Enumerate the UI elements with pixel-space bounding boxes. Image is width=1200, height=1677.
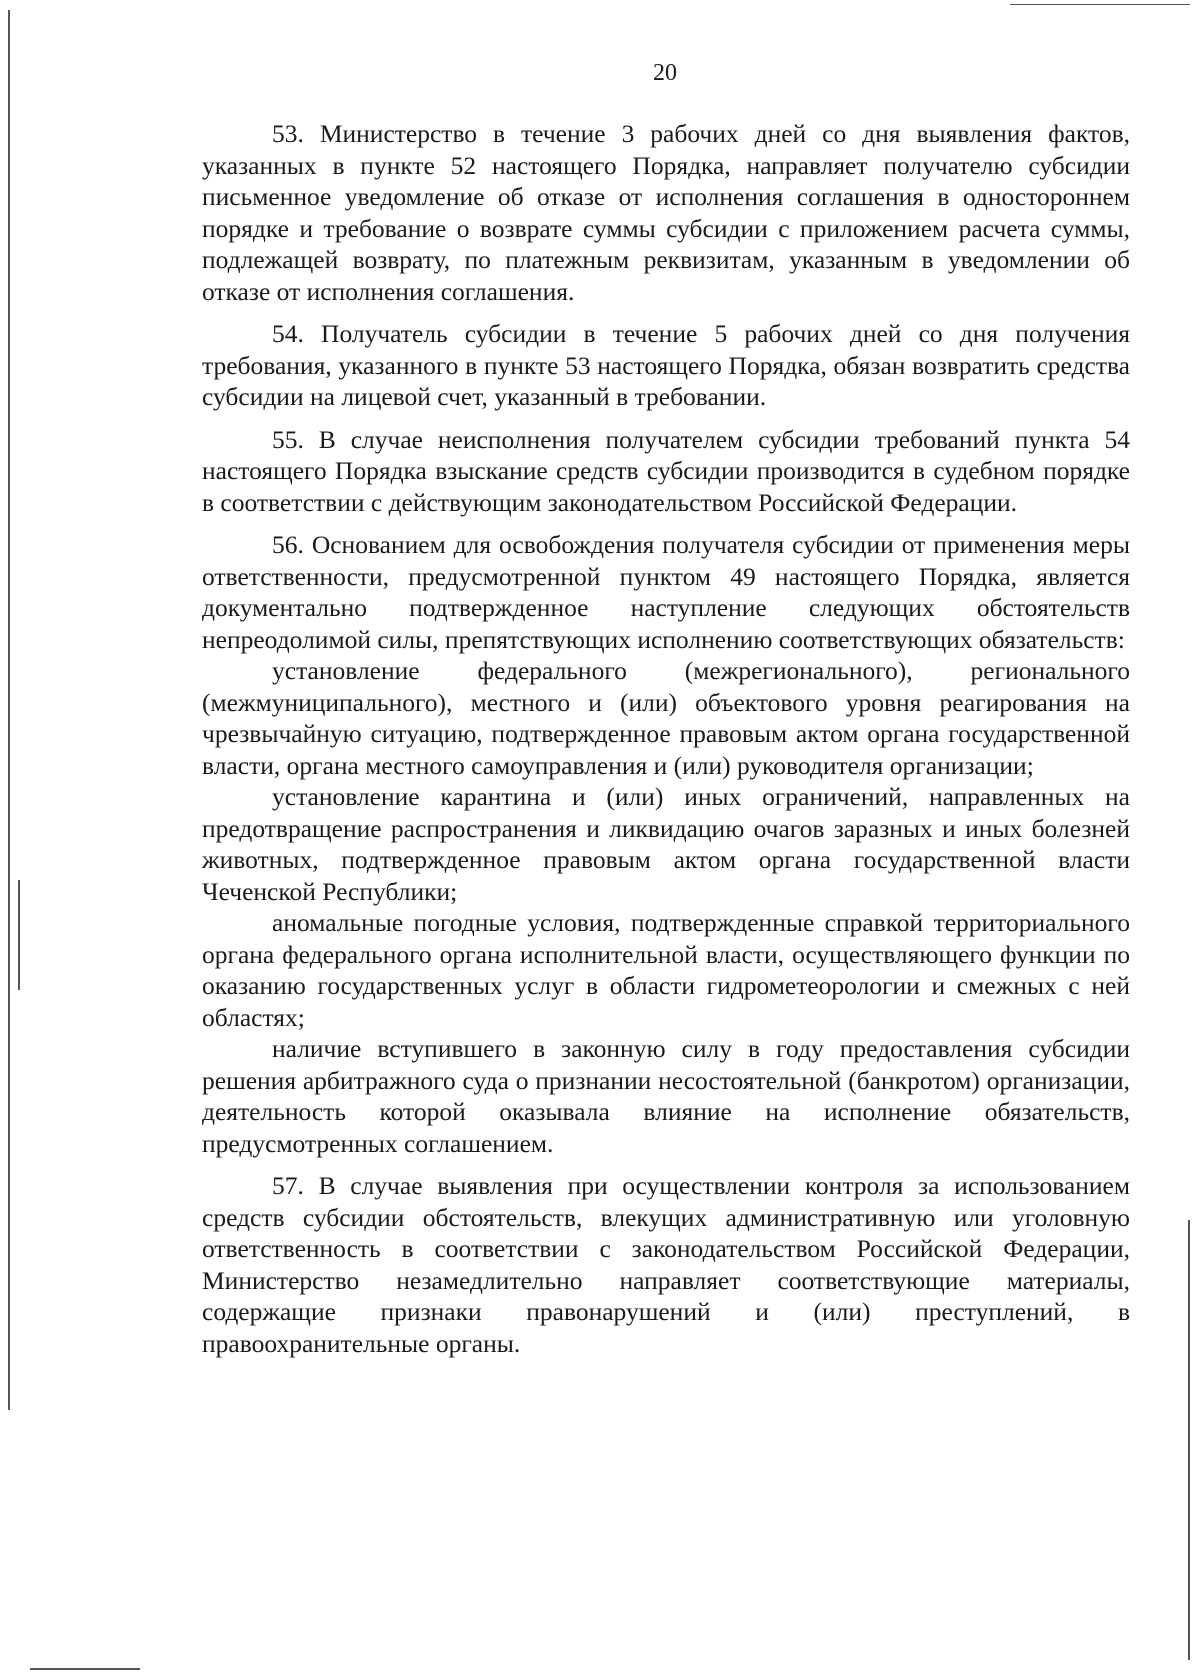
document-body bbox=[202, 118, 1130, 1370]
paragraph-56-item-1: установление федерального (межрегионального), регионального (межмуниципального), местного и (или) объектового уровня реагирования на чрезвычайную ситуацию, подтвержденное правовым актом органа государственной власти, органа местного самоуправления и (или) руководителя организации; bbox=[202, 656, 1130, 780]
page-number: 20 bbox=[653, 60, 677, 86]
paragraph-53: 53. Министерство в течение 3 рабочих дней со дня выявления фактов, указанных в пункте 52 настоящего Порядка, направляет получателю субсидии письменное уведомление об отказе от исполнения соглашения в одностороннем порядке и требование о возврате суммы субсидии с приложением расчета суммы, подлежащей возврату, по платежным реквизитам, указанным в уведомлении об отказе от исполнения соглашения. bbox=[202, 119, 1130, 306]
paragraph-54: 54. Получатель субсидии в течение 5 рабочих дней со дня получения требования, указанного в пункте 53 настоящего Порядка, обязан возвратить средства субсидии на лицевой счет, указанный в требовании. bbox=[202, 319, 1130, 411]
paragraph-55: 55. В случае неисполнения получателем субсидии требований пункта 54 настоящего Порядка взыскание средств субсидии производится в судебном порядке в соответствии с действующим законодательством Российской Федерации. bbox=[202, 424, 1130, 517]
scan-edge-bottom-left bbox=[30, 1668, 140, 1670]
paragraph-56-item-2: установление карантина и (или) иных ограничений, направленных на предотвращение распространения и ликвидацию очагов заразных и иных болезней животных, подтвержденное правовым актом органа государственной власти Чеченской Республики; bbox=[202, 782, 1130, 906]
paragraph-56: 56. Основанием для освобождения получателя субсидии от применения меры ответственности, предусмотренной пунктом 49 настоящего Порядка, является документально подтвержденное наступление следующих обстоятельств непреодолимой силы, препятствующих исполнению соответствующих обязательств: bbox=[202, 530, 1130, 654]
scan-edge-top-right bbox=[1010, 4, 1190, 5]
paragraph-56-item-4: наличие вступившего в законную силу в году предоставления субсидии решения арбитражного суда о признании несостоятельной (банкротом) организации, деятельность которой оказывала влияние на исполнение обязательств, предусмотренных соглашением. bbox=[202, 1034, 1130, 1158]
scan-edge-right bbox=[1188, 1220, 1190, 1660]
scan-edge-left bbox=[8, 10, 10, 1410]
scan-mark-left bbox=[18, 880, 20, 990]
paragraph-57: 57. В случае выявления при осуществлении контроля за использованием средств субсидии обстоятельств, влекущих административную или уголовную ответственность в соответствии с законодательством Российской Федерации, Министерство незамедлительно направляет соответствующие материалы, содержащие признаки правонарушений и (или) преступлений, в правоохранительные органы. bbox=[202, 1171, 1130, 1358]
paragraph-56-item-3: аномальные погодные условия, подтвержденные справкой территориального органа федерального органа исполнительной власти, осуществляющего функции по оказанию государственных услуг в области гидрометеорологии и смежных с ней областях; bbox=[202, 908, 1130, 1032]
